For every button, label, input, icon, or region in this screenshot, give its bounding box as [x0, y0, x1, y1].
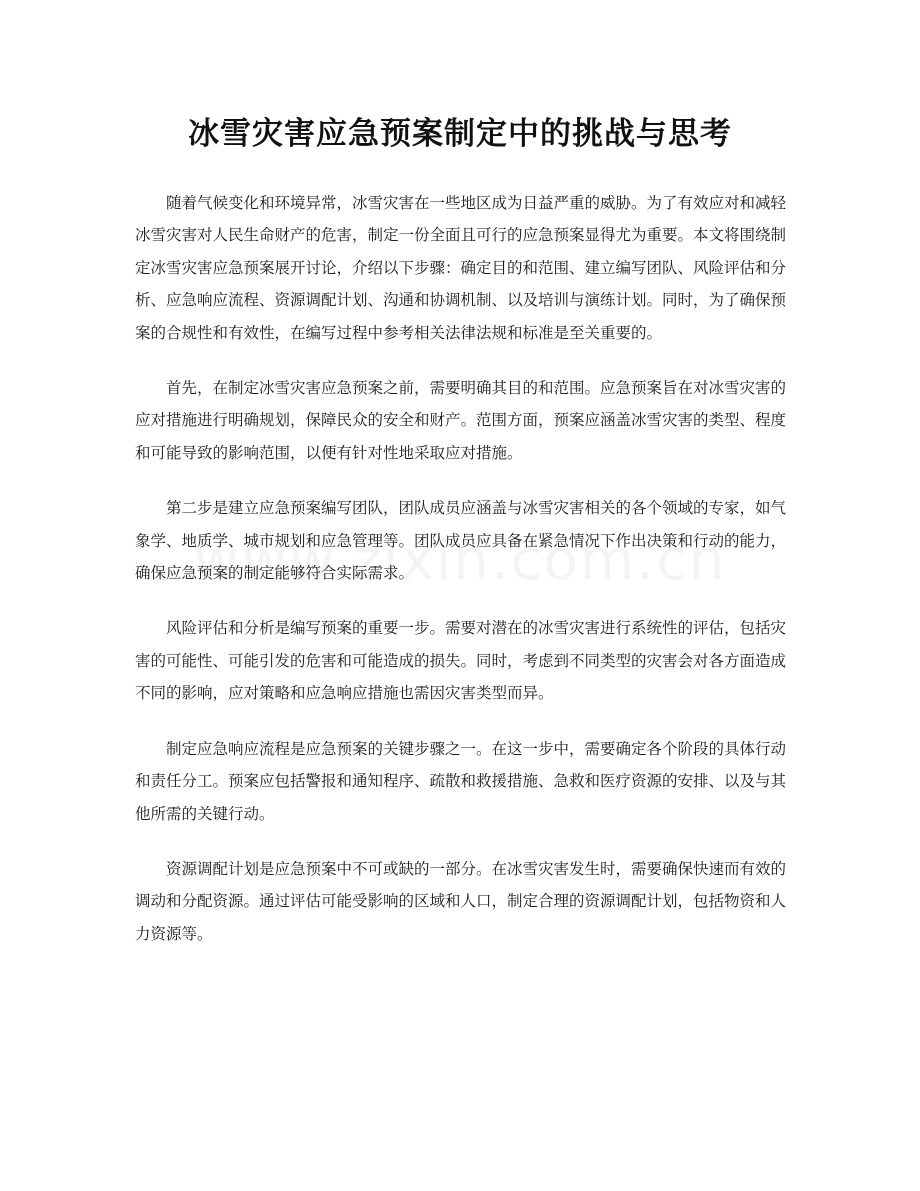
- document-title: 冰雪灾害应急预案制定中的挑战与思考: [188, 116, 732, 152]
- paragraph-purpose-scope: 首先，在制定冰雪灾害应急预案之前，需要明确其目的和范围。应急预案旨在对冰雪灾害的应对措施进行明确规划，保障民众的安全和财产。范围方面，预案应涵盖冰雪灾害的类型、程度和可能导致的影响范围，以便有针对性地采取应对措施。: [135, 379, 787, 462]
- document-body: [135, 187, 786, 973]
- paragraph-team: 第二步是建立应急预案编写团队，团队成员应涵盖与冰雪灾害相关的各个领域的专家，如气象学、地质学、城市规划和应急管理等。团队成员应具备在紧急情况下作出决策和行动的能力，确保应急预案的制定能够符合实际需求。: [135, 499, 787, 583]
- paragraph-response-process: 制定应急响应流程是应急预案的关键步骤之一。在这一步中，需要确定各个阶段的具体行动和责任分工。预案应包括警报和通知程序、疏散和救援措施、急救和医疗资源的安排、以及与其他所需的关键行动。: [135, 739, 787, 823]
- paragraph-intro: 随着气候变化和环境异常，冰雪灾害在一些地区成为日益严重的威胁。为了有效应对和减轻冰雪灾害对人民生命财产的危害，制定一份全面且可行的应急预案显得尤为重要。本文将围绕制定冰雪灾害应急预案展开讨论，介绍以下步骤：确定目的和范围、建立编写团队、风险评估和分析、应急响应流程、资源调配计划、沟通和协调机制、以及培训与演练计划。同时，为了确保预案的合规性和有效性，在编写过程中参考相关法律法规和标准是至关重要的。: [135, 194, 787, 342]
- paragraph-risk-assessment: 风险评估和分析是编写预案的重要一步。需要对潜在的冰雪灾害进行系统性的评估，包括灾害的可能性、可能引发的危害和可能造成的损失。同时，考虑到不同类型的灾害会对各方面造成不同的影响，应对策略和应急响应措施也需因灾害类型而异。: [135, 619, 787, 703]
- paragraph-resource-plan: 资源调配计划是应急预案中不可或缺的一部分。在冰雪灾害发生时，需要确保快速而有效的调动和分配资源。通过评估可能受影响的区域和人口，制定合理的资源调配计划，包括物资和人力资源等。: [135, 859, 787, 943]
